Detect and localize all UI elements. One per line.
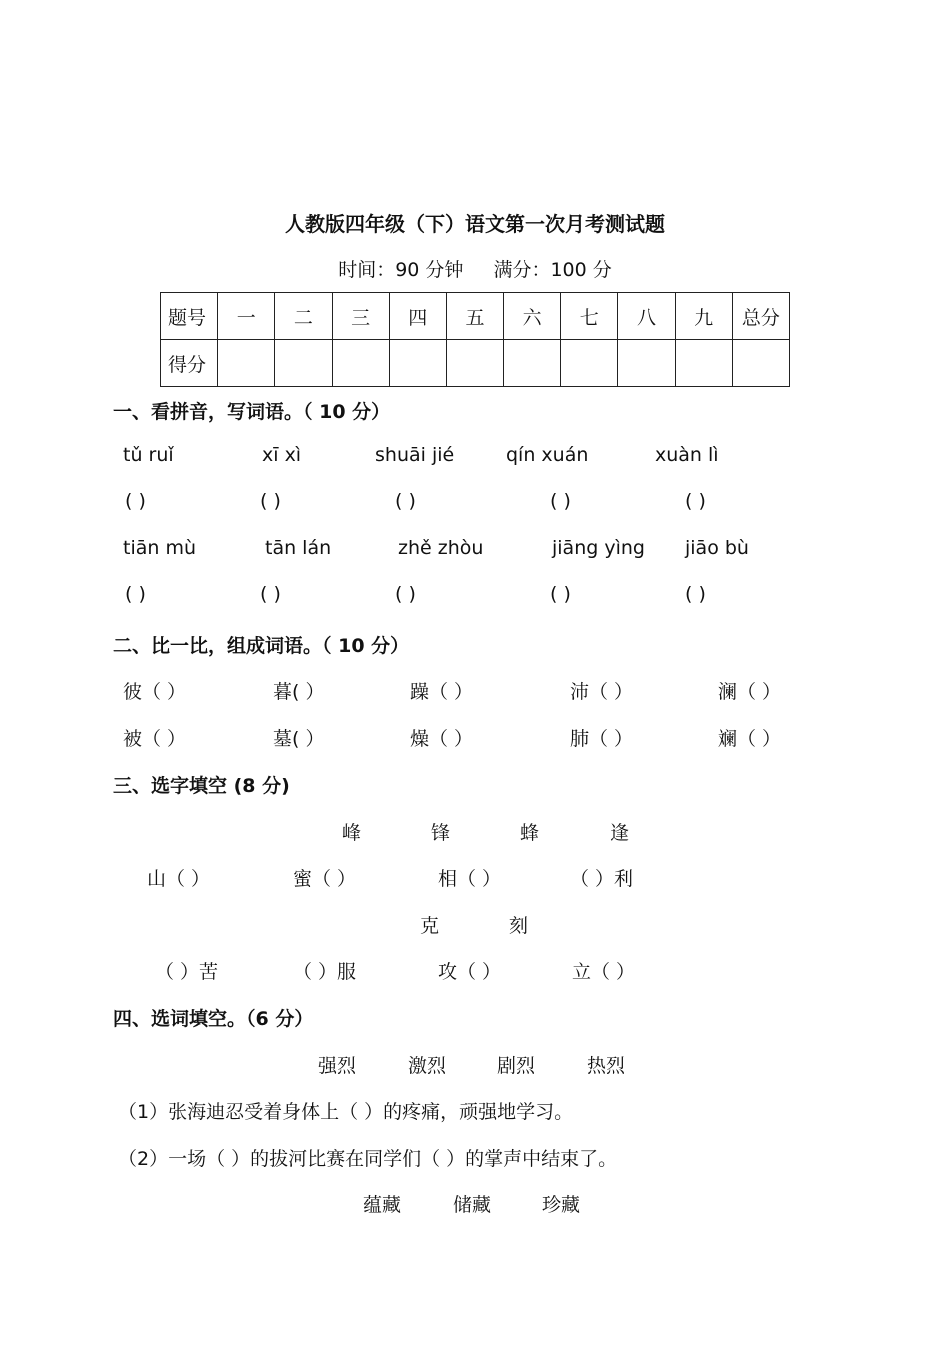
- score-cell[interactable]: [446, 340, 503, 387]
- answer-blank[interactable]: ( ): [550, 583, 571, 605]
- compare-item[interactable]: 斓（ ）: [718, 728, 782, 750]
- choice-word: 强烈: [318, 1055, 357, 1077]
- score-cell[interactable]: [218, 340, 275, 387]
- answer-blank[interactable]: ( ): [125, 583, 146, 605]
- pinyin-item: jiāng yìng: [552, 537, 645, 559]
- pinyin-item: tǔ ruǐ: [123, 444, 174, 466]
- section-heading-1: 一、看拼音，写词语。（ 10 分）: [113, 401, 391, 423]
- answer-blank[interactable]: ( ): [395, 490, 416, 512]
- pinyin-item: jiāo bù: [685, 537, 749, 559]
- sentence-item[interactable]: （2）一场（ ）的拔河比赛在同学们（ ）的掌声中结束了。: [118, 1148, 618, 1170]
- fill-item[interactable]: 蜜（ ）: [293, 868, 357, 890]
- pinyin-item: qín xuán: [506, 444, 589, 466]
- score-table-header-row: [161, 293, 790, 340]
- pinyin-item: shuāi jié: [375, 444, 455, 466]
- score-table: [160, 292, 790, 387]
- compare-item[interactable]: 肺（ ）: [570, 728, 634, 750]
- table-cell: 得分: [161, 340, 218, 387]
- table-cell: 七: [561, 293, 618, 340]
- choice-word: 峰: [342, 822, 362, 844]
- table-cell: 四: [389, 293, 446, 340]
- compare-item[interactable]: 墓( ）: [273, 728, 325, 750]
- answer-blank[interactable]: ( ): [550, 490, 571, 512]
- pinyin-item: tiān mù: [123, 537, 197, 559]
- table-cell: 总分: [732, 293, 789, 340]
- section-heading-4: 四、选词填空。（6 分）: [113, 1008, 314, 1030]
- time-label: 时间：90 分钟: [338, 259, 464, 281]
- compare-item[interactable]: 燥（ ）: [410, 728, 474, 750]
- pinyin-item: zhě zhòu: [398, 537, 484, 559]
- score-cell[interactable]: [732, 340, 789, 387]
- compare-item[interactable]: 躁（ ）: [410, 681, 474, 703]
- fill-item[interactable]: 山（ ）: [147, 868, 211, 890]
- table-cell: 六: [504, 293, 561, 340]
- table-cell: 九: [675, 293, 732, 340]
- table-cell: 八: [618, 293, 675, 340]
- choice-word: 蕴藏: [363, 1194, 402, 1216]
- answer-blank[interactable]: ( ): [685, 583, 706, 605]
- table-cell: 题号: [161, 293, 218, 340]
- pinyin-item: xuàn lì: [655, 444, 719, 466]
- score-cell[interactable]: [561, 340, 618, 387]
- compare-item[interactable]: 被（ ）: [123, 728, 187, 750]
- choice-word: 刻: [509, 915, 529, 937]
- compare-item[interactable]: 澜（ ）: [718, 681, 782, 703]
- answer-blank[interactable]: ( ): [260, 490, 281, 512]
- page-title: 人教版四年级（下）语文第一次月考测试题: [285, 212, 665, 236]
- pinyin-item: tān lán: [265, 537, 332, 559]
- compare-item[interactable]: 暮( ）: [273, 681, 325, 703]
- fill-item[interactable]: 相（ ）: [438, 868, 502, 890]
- table-cell: 二: [275, 293, 332, 340]
- choice-word: 激烈: [408, 1055, 447, 1077]
- choice-word: 珍藏: [542, 1194, 581, 1216]
- score-cell[interactable]: [504, 340, 561, 387]
- compare-item[interactable]: 彼（ ）: [123, 681, 187, 703]
- section-heading-2: 二、比一比，组成词语。（ 10 分）: [113, 635, 410, 657]
- score-table-score-row: [161, 340, 790, 387]
- answer-blank[interactable]: ( ): [125, 490, 146, 512]
- exam-info: [0, 255, 950, 282]
- score-cell[interactable]: [618, 340, 675, 387]
- answer-blank[interactable]: ( ): [685, 490, 706, 512]
- sentence-item[interactable]: （1）张海迪忍受着身体上（ ）的疼痛，顽强地学习。: [118, 1101, 574, 1123]
- score-cell[interactable]: [275, 340, 332, 387]
- table-cell: 三: [332, 293, 389, 340]
- answer-blank[interactable]: ( ): [260, 583, 281, 605]
- fill-item[interactable]: （ ）利: [570, 868, 634, 890]
- score-cell[interactable]: [675, 340, 732, 387]
- score-cell[interactable]: [389, 340, 446, 387]
- full-score-label: 满分：100 分: [493, 259, 612, 281]
- fill-item[interactable]: （ ）服: [293, 961, 357, 983]
- answer-blank[interactable]: ( ): [395, 583, 416, 605]
- choice-word: 热烈: [587, 1055, 626, 1077]
- fill-item[interactable]: 立（ ）: [572, 961, 636, 983]
- score-cell[interactable]: [332, 340, 389, 387]
- fill-item[interactable]: 攻（ ）: [438, 961, 502, 983]
- fill-item[interactable]: （ ）苦: [155, 961, 219, 983]
- choice-word: 克: [420, 915, 440, 937]
- pinyin-item: xī xì: [262, 444, 302, 466]
- choice-word: 蜂: [520, 822, 540, 844]
- section-heading-3: 三、选字填空 (8 分): [113, 775, 290, 797]
- table-cell: 一: [218, 293, 275, 340]
- choice-word: 剧烈: [497, 1055, 536, 1077]
- choice-word: 锋: [431, 822, 451, 844]
- table-cell: 五: [446, 293, 503, 340]
- compare-item[interactable]: 沛（ ）: [570, 681, 634, 703]
- choice-word: 逢: [610, 822, 630, 844]
- choice-word: 储藏: [453, 1194, 492, 1216]
